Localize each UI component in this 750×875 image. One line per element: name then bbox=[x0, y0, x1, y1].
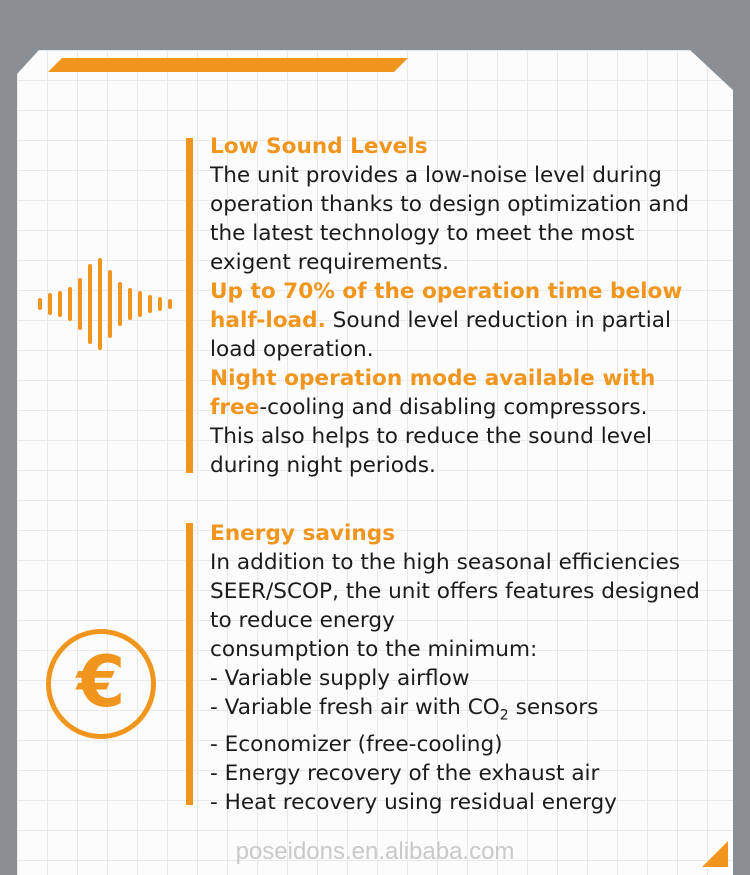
halfload-text: Sound level reduction in partial bbox=[325, 308, 671, 333]
sound-section-bar bbox=[186, 138, 193, 473]
halfload-line bbox=[210, 306, 735, 335]
watermark: poseidons.en.alibaba.com bbox=[235, 838, 515, 865]
night-highlight-end: free bbox=[210, 395, 260, 420]
night-line: This also helps to reduce the sound level bbox=[210, 424, 653, 449]
energy-title: Energy savings bbox=[210, 521, 396, 546]
feature-item bbox=[210, 693, 735, 730]
sound-desc-line: the latest technology to meet the most bbox=[210, 221, 635, 246]
feature-item-text: sensors bbox=[508, 695, 599, 720]
energy-text-block bbox=[210, 519, 735, 817]
feature-item-text: - Variable fresh air with CO bbox=[210, 695, 500, 720]
euro-icon bbox=[46, 629, 156, 739]
energy-desc-line: consumption to the minimum: bbox=[210, 637, 538, 662]
energy-desc-line: In addition to the high seasonal efficiencies bbox=[210, 550, 681, 575]
sound-text-block bbox=[210, 132, 735, 480]
halfload-line: load operation. bbox=[210, 337, 374, 362]
halfload-highlight: Up to 70% of the operation time below bbox=[210, 279, 683, 304]
top-accent-tab bbox=[48, 58, 408, 72]
feature-item: - Energy recovery of the exhaust air bbox=[210, 761, 600, 787]
sound-wave-icon bbox=[36, 258, 176, 350]
energy-desc-line: SEER/SCOP, the unit offers features designed bbox=[210, 579, 700, 604]
night-highlight: Night operation mode available with bbox=[210, 366, 656, 391]
sound-title: Low Sound Levels bbox=[210, 134, 428, 159]
feature-item: - Variable supply airflow bbox=[210, 666, 470, 691]
night-text: -cooling and disabling compressors. bbox=[259, 395, 648, 420]
euro-symbol: € bbox=[76, 641, 126, 723]
sound-desc-line: operation thanks to design optimization and bbox=[210, 192, 690, 217]
energy-section-bar bbox=[186, 523, 193, 805]
co2-subscript: 2 bbox=[499, 707, 509, 724]
night-line: during night periods. bbox=[210, 453, 436, 478]
halfload-highlight-end: half-load. bbox=[210, 308, 326, 333]
sound-desc-line: The unit provides a low-noise level during bbox=[210, 163, 662, 188]
feature-item: - Economizer (free-cooling) bbox=[210, 732, 503, 758]
feature-item: - Heat recovery using residual energy bbox=[210, 790, 617, 816]
energy-desc-line: to reduce energy bbox=[210, 608, 395, 633]
sound-desc-line: exigent requirements. bbox=[210, 250, 450, 275]
night-line bbox=[210, 393, 735, 422]
